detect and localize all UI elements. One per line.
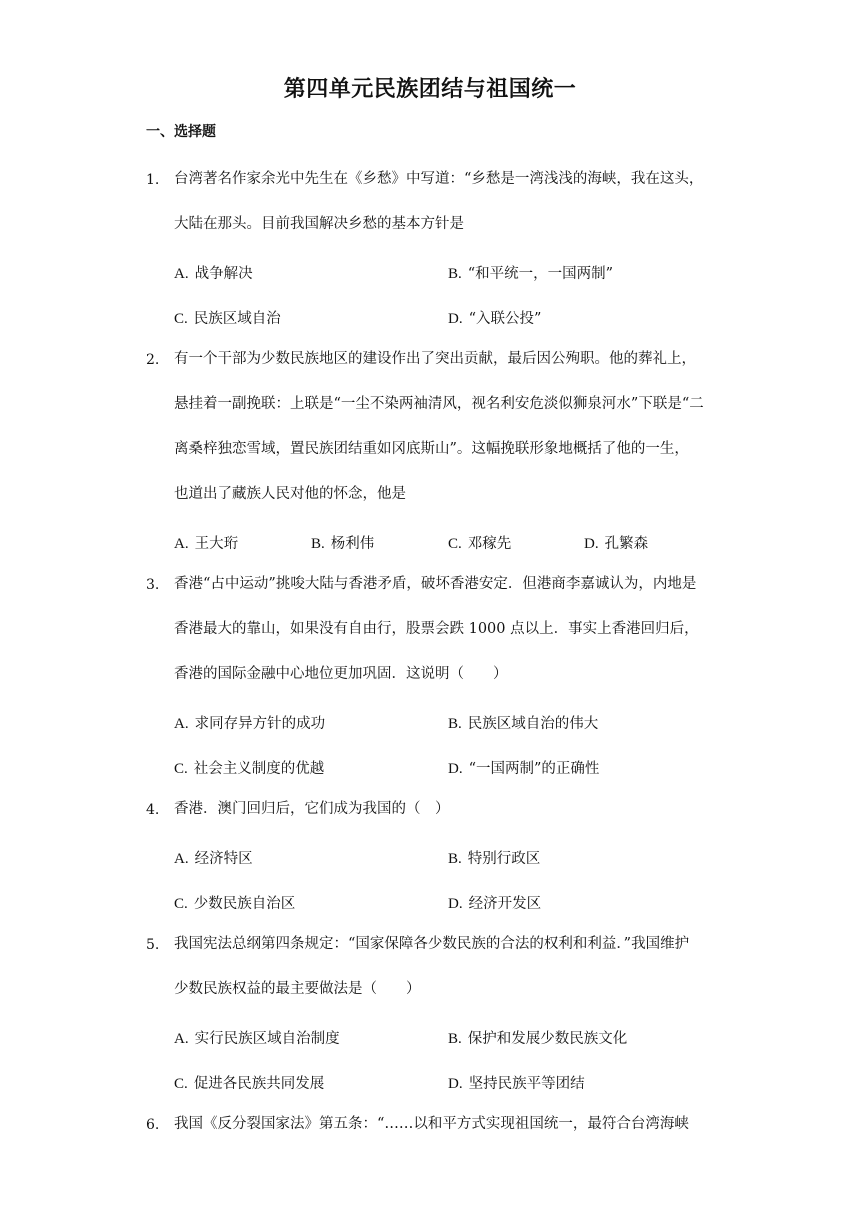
option-text: 保护和发展少数民族文化 — [467, 1031, 628, 1047]
option-letter: A. — [174, 1031, 189, 1047]
option-letter: D. — [448, 896, 463, 912]
option-d[interactable] — [448, 307, 541, 328]
question-line: 我国《反分裂国家法》第五条：“……以和平方式实现祖国统一，最符合台湾海峡 — [174, 1116, 689, 1132]
option-letter: B. — [311, 536, 325, 552]
option-text: “入联公投” — [468, 311, 542, 327]
option-text: 邓稼先 — [467, 536, 512, 552]
option-text: 求同存异方针的成功 — [194, 716, 326, 732]
option-letter: A. — [174, 266, 189, 282]
question-text — [174, 157, 726, 247]
option-text: 战争解决 — [194, 266, 253, 282]
option-text: 民族区域自治 — [193, 311, 281, 327]
option-letter: D. — [584, 536, 599, 552]
option-letter: A. — [174, 716, 189, 732]
option-d[interactable] — [448, 757, 599, 778]
option-text: 坚持民族平等团结 — [468, 1076, 585, 1092]
question-line: 香港的国际金融中心地位更加巩固．这说明（ ） — [174, 666, 508, 682]
option-letter: D. — [448, 311, 463, 327]
option-text: “一国两制”的正确性 — [468, 761, 600, 777]
question-number: 5. — [146, 937, 160, 953]
question-text — [174, 1102, 726, 1147]
option-text: “和平统一，一国两制” — [467, 266, 614, 282]
option-letter: C. — [174, 761, 188, 777]
question-number: 1. — [146, 172, 160, 188]
option-a[interactable] — [174, 847, 253, 868]
option-d[interactable] — [448, 892, 541, 913]
option-letter: D. — [448, 1076, 463, 1092]
option-letter: D. — [448, 761, 463, 777]
option-c[interactable] — [174, 1072, 324, 1093]
option-text: 特别行政区 — [467, 851, 541, 867]
question-number: 2. — [146, 352, 160, 368]
option-a[interactable] — [174, 532, 238, 553]
option-c[interactable] — [448, 532, 511, 553]
option-letter: B. — [448, 266, 462, 282]
option-text: 经济开发区 — [468, 896, 542, 912]
option-b[interactable] — [448, 712, 598, 733]
question-line: 有一个干部为少数民族地区的建设作出了突出贡献，最后因公殉职。他的葬礼上， — [174, 351, 696, 367]
question-text — [174, 787, 726, 832]
question-number: 4. — [146, 802, 160, 818]
option-d[interactable] — [584, 532, 648, 553]
question-line: 我国宪法总纲第四条规定：“国家保障各少数民族的合法的权利和利益．”我国维护 — [174, 936, 690, 952]
option-letter: B. — [448, 716, 462, 732]
question-line: 香港．澳门回归后，它们成为我国的（ ） — [174, 801, 450, 817]
option-d[interactable] — [448, 1072, 585, 1093]
option-b[interactable] — [311, 532, 374, 553]
question-text — [174, 337, 726, 517]
question-line: 离桑梓独恋雪域，置民族团结重如冈底斯山”。这幅挽联形象地概括了他的一生， — [174, 441, 689, 457]
option-letter: C. — [448, 536, 462, 552]
option-letter: A. — [174, 851, 189, 867]
question-text — [174, 922, 726, 1012]
question-line: 少数民族权益的最主要做法是（ ） — [174, 981, 421, 997]
option-c[interactable] — [174, 892, 295, 913]
option-letter: B. — [448, 851, 462, 867]
option-text: 民族区域自治的伟大 — [467, 716, 599, 732]
question-line: 香港最大的靠山，如果没有自由行，股票会跌 1000 点以上．事实上香港回归后， — [174, 621, 699, 637]
question-line: 也道出了藏族人民对他的怀念，他是 — [174, 486, 406, 502]
option-text: 王大珩 — [194, 536, 239, 552]
question-number: 6. — [146, 1117, 160, 1133]
question-number: 3. — [146, 577, 160, 593]
option-letter: B. — [448, 1031, 462, 1047]
option-a[interactable] — [174, 712, 325, 733]
option-c[interactable] — [174, 307, 281, 328]
question-line: 悬挂着一副挽联：上联是“一尘不染两袖清风，视名利安危淡似狮泉河水”下联是“二 — [174, 396, 704, 412]
option-c[interactable] — [174, 757, 324, 778]
option-text: 经济特区 — [194, 851, 253, 867]
option-text: 实行民族区域自治制度 — [194, 1031, 340, 1047]
question-line: 大陆在那头。目前我国解决乡愁的基本方针是 — [174, 216, 464, 232]
option-text: 少数民族自治区 — [193, 896, 296, 912]
question-line: 台湾著名作家余光中先生在《乡愁》中写道：“乡愁是一湾浅浅的海峡，我在这头， — [174, 171, 704, 187]
option-letter: C. — [174, 1076, 188, 1092]
option-text: 杨利伟 — [330, 536, 375, 552]
option-letter: C. — [174, 311, 188, 327]
question-line: 香港“占中运动”挑唆大陆与香港矛盾，破坏香港安定．但港商李嘉诚认为，内地是 — [174, 576, 697, 592]
option-letter: C. — [174, 896, 188, 912]
option-text: 促进各民族共同发展 — [193, 1076, 325, 1092]
option-b[interactable] — [448, 847, 540, 868]
question-text — [174, 562, 726, 697]
option-b[interactable] — [448, 262, 613, 283]
option-letter: A. — [174, 536, 189, 552]
option-a[interactable] — [174, 1027, 340, 1048]
option-text: 孔繁森 — [604, 536, 649, 552]
section-heading: 一、选择题 — [146, 124, 216, 140]
option-text: 社会主义制度的优越 — [193, 761, 325, 777]
option-a[interactable] — [174, 262, 253, 283]
page-title: 第四单元民族团结与祖国统一 — [283, 77, 577, 102]
option-b[interactable] — [448, 1027, 627, 1048]
